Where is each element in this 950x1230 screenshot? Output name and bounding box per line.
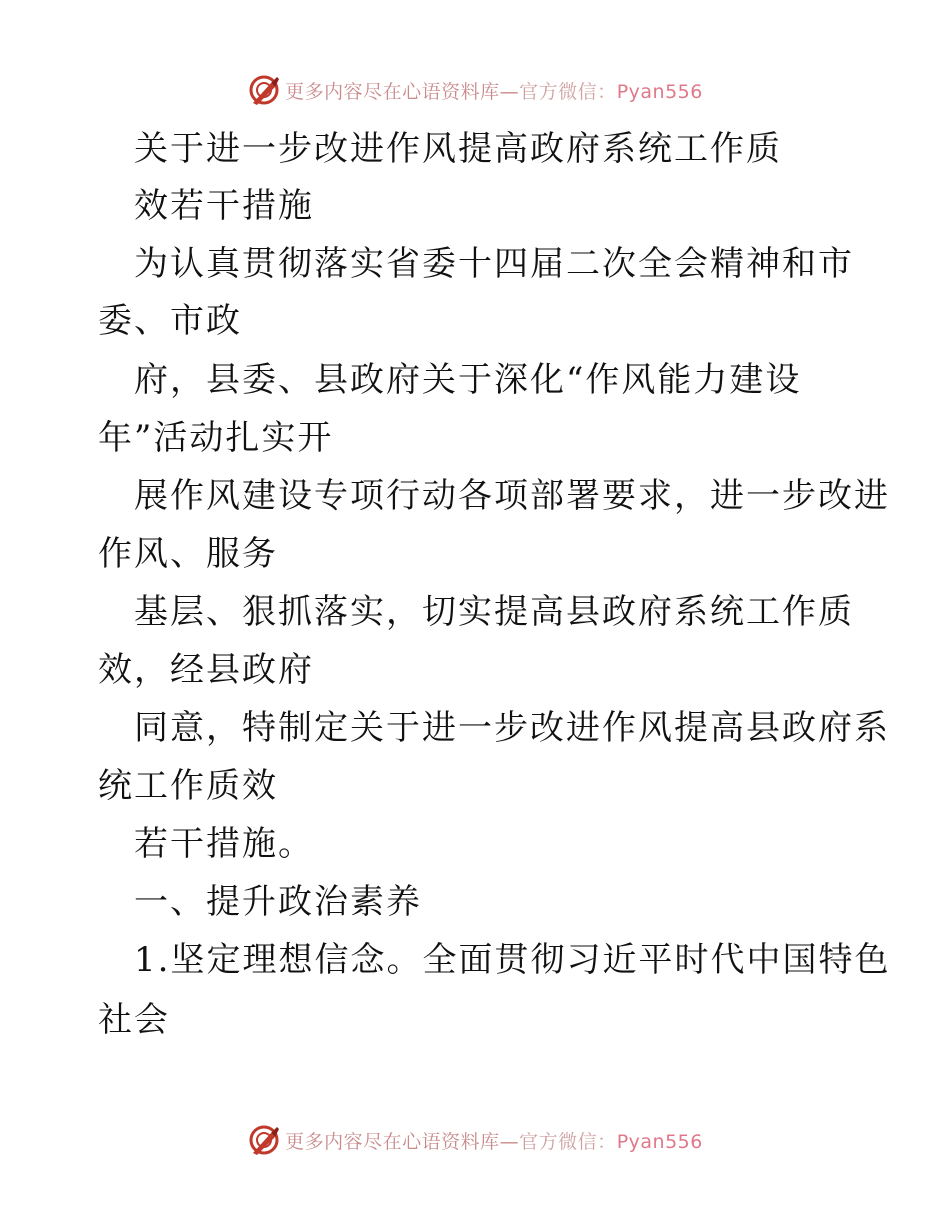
- document-line: 同意，特制定关于进一步改进作风提高县政府系: [134, 708, 890, 748]
- watermark-site-text: 更多内容尽在心语资料库: [285, 1130, 500, 1153]
- pen-logo-icon: [247, 1123, 281, 1157]
- watermark-separator: —: [499, 80, 520, 103]
- section-heading: 一、提升政治素养: [134, 882, 422, 922]
- document-line: 效若干措施: [134, 186, 314, 226]
- document-line: 为认真贯彻落实省委十四届二次全会精神和市: [134, 244, 854, 284]
- watermark-wechat-label: 官方微信：: [519, 80, 617, 103]
- watermark-wechat-handle: Pyan556: [616, 80, 703, 103]
- watermark-separator: —: [499, 1130, 520, 1153]
- document-line: 作风、服务: [98, 534, 278, 574]
- watermark-text: [285, 1127, 703, 1154]
- pen-logo-icon: [247, 73, 281, 107]
- document-line: 展作风建设专项行动各项部署要求，进一步改进: [134, 476, 890, 516]
- document-line: 统工作质效: [98, 766, 278, 806]
- header-watermark: [0, 70, 950, 110]
- document-line: 基层、狠抓落实，切实提高县政府系统工作质: [134, 592, 854, 632]
- document-line: 社会: [98, 1000, 170, 1040]
- document-line: 委、市政: [98, 301, 242, 341]
- document-line: 效，经县政府: [98, 650, 314, 690]
- watermark-wechat-handle: Pyan556: [616, 1130, 703, 1153]
- watermark-site-text: 更多内容尽在心语资料库: [285, 80, 500, 103]
- document-line: 若干措施。: [134, 824, 314, 864]
- document-line: 关于进一步改进作风提高政府系统工作质: [134, 129, 782, 169]
- footer-watermark: [0, 1120, 950, 1160]
- document-line: 1.坚定理想信念。全面贯彻习近平时代中国特色: [134, 940, 891, 980]
- watermark-text: [285, 77, 703, 104]
- document-line: 府，县委、县政府关于深化“作风能力建设: [134, 360, 802, 400]
- document-line: 年”活动扎实开: [98, 418, 334, 458]
- watermark-wechat-label: 官方微信：: [519, 1130, 617, 1153]
